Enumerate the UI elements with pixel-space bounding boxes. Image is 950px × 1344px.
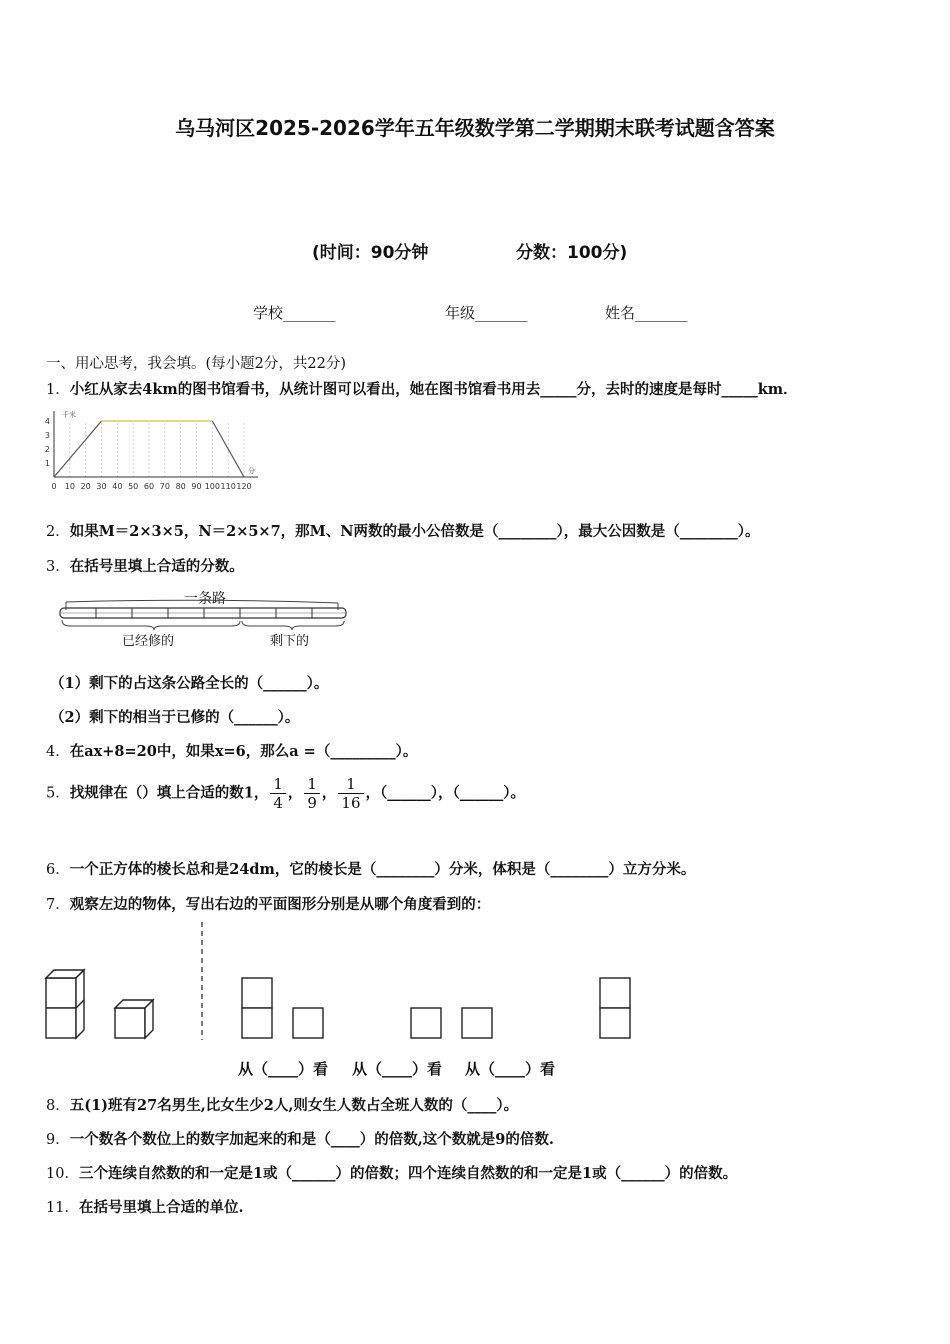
question-text: 小红从家去4km的图书馆看书，从统计图可以看出，她在图书馆看书用去_____分，去时的速度是每时_____km． — [69, 381, 798, 398]
view-answer-1: 从（____）看 — [238, 1060, 329, 1078]
question-4 — [46, 740, 417, 761]
question-number: 2． — [46, 524, 70, 540]
x-tick-label: 20 — [80, 482, 91, 491]
question-text: 找规律在（）填上合适的数1， — [69, 784, 269, 802]
section-heading: 一、用心思考，我会填。(每小题2分，共22分) — [46, 356, 346, 372]
question-number: 6． — [46, 862, 70, 878]
x-tick-label: 100 — [204, 482, 220, 491]
school-field: 学校_______ — [253, 304, 336, 322]
fraction: $\frac{1}{9}$ — [304, 775, 320, 812]
question-number: 8． — [46, 1098, 70, 1114]
y-tick-label: 2 — [44, 445, 50, 454]
y-tick-label: 3 — [44, 431, 50, 440]
remaining-label: 剩下的 — [270, 634, 310, 649]
question-text: 三个连续自然数的和一定是1或（______）的倍数；四个连续自然数的和一定是1或（______）的倍数。 — [78, 1165, 738, 1182]
question-number: 10． — [46, 1166, 79, 1182]
road-diagram — [56, 588, 356, 650]
question-text: 在括号里填上合适的单位. — [78, 1199, 244, 1216]
view-answer-2: 从（____）看 — [352, 1060, 443, 1078]
question-1 — [46, 378, 798, 399]
question-6 — [46, 858, 695, 879]
page-title: 乌马河区2025-2026学年五年级数学第二学期期末联考试题含答案 — [175, 116, 775, 140]
x-tick-label: 40 — [112, 482, 123, 491]
y-axis-label: 千米 — [62, 411, 76, 419]
question-text: 在ax+8=20中，如果x=6，那么a =（_________）。 — [69, 743, 418, 760]
fraction: $\frac{1}{4}$ — [270, 775, 286, 812]
x-tick-label: 80 — [175, 482, 186, 491]
question-text: 一个数各个数位上的数字加起来的和是（____）的倍数,这个数就是9的倍数. — [69, 1131, 554, 1148]
distance-time-chart — [44, 405, 274, 495]
question-number: 11． — [46, 1200, 79, 1216]
question-text: 如果M＝2×3×5，N＝2×5×7，那M、N两数的最小公倍数是（________），最大公因数是（________）。 — [69, 523, 760, 540]
road-label: 一条路 — [184, 591, 226, 607]
built-label: 已经修的 — [122, 634, 175, 649]
exam-score: 分数：100分) — [516, 243, 628, 263]
x-tick-label: 10 — [64, 482, 75, 491]
question-11 — [46, 1196, 244, 1217]
question-number: 4． — [46, 744, 70, 760]
question-10 — [46, 1162, 737, 1183]
question-2 — [46, 520, 759, 541]
x-tick-label: 60 — [143, 482, 155, 491]
x-tick-label: 0 — [51, 482, 57, 491]
question-8 — [46, 1094, 518, 1115]
x-tick-label: 50 — [128, 482, 139, 491]
question-number: 1． — [46, 382, 70, 398]
question-number: 9． — [46, 1132, 70, 1148]
grade-field: 年级_______ — [445, 304, 528, 322]
question-3-part-1: （1）剩下的占这条公路全长的（______）。 — [50, 675, 329, 692]
question-text: 观察左边的物体，写出右边的平面图形分别是从哪个角度看到的： — [69, 896, 491, 913]
question-number: 7． — [46, 897, 70, 913]
road-figure — [56, 588, 356, 650]
question-7 — [46, 893, 490, 914]
question-text: 一个正方体的棱长总和是24dm，它的棱长是（________）分米，体积是（________）立方分米。 — [69, 861, 696, 878]
x-tick-label: 70 — [159, 482, 170, 491]
question-3 — [46, 555, 244, 576]
series-segment — [54, 421, 102, 477]
question-number: 5． — [46, 785, 70, 802]
y-tick-label: 1 — [44, 459, 50, 468]
exam-time: (时间：90分钟 — [312, 243, 429, 263]
x-axis-label: 分 — [248, 467, 255, 475]
name-field: 姓名_______ — [605, 304, 688, 322]
view-answer-3: 从（____）看 — [465, 1060, 556, 1078]
question-9 — [46, 1128, 554, 1149]
x-tick-label: 120 — [236, 482, 252, 491]
x-tick-label: 90 — [191, 482, 202, 491]
answer-blanks: （______），（______）。 — [380, 784, 526, 802]
y-tick-label: 4 — [44, 417, 50, 426]
x-tick-label: 110 — [220, 482, 236, 491]
question-text: 五(1)班有27名男生,比女生少2人,则女生人数占全班人数的（____）。 — [69, 1097, 519, 1114]
question-5: 5．找规律在（）填上合适的数1， $\frac{1}{4}$ ， $\frac{1}{9}$ ， $\frac{1}{16}$ ，（______），（______）。 — [46, 775, 526, 812]
question-3-part-2: （2）剩下的相当于已修的（______）。 — [50, 709, 300, 726]
x-tick-label: 30 — [96, 482, 107, 491]
question-number: 3． — [46, 559, 70, 575]
fraction: $\frac{1}{16}$ — [338, 775, 363, 812]
question-text: 在括号里填上合适的分数。 — [69, 558, 244, 575]
cube-views-figure — [40, 918, 650, 1043]
